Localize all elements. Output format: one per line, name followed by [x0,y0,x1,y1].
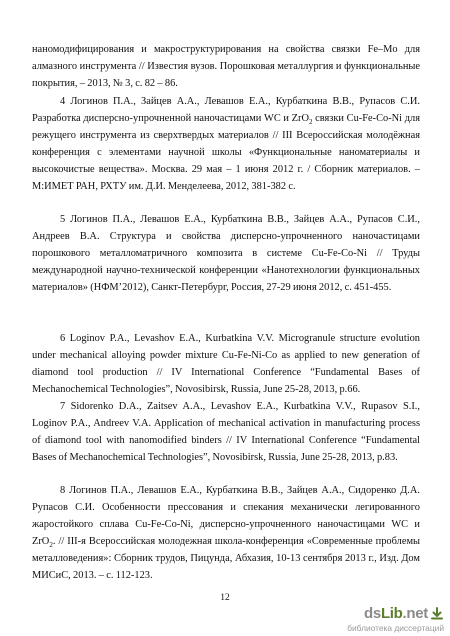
reference-item-8: 8 Логинов П.А., Левашов Е.А., Курбаткина В.В., Зайцев А.А., Сидоренко Д.А. Рупасов С.И. Особенности прессования и спекания механически легированного жаростойкого сплава Cu-Fe-Co-Ni, дисперсно-упрочненного наночастицами WC и ZrO$_2$. // III-я Всероссийская молодежная школа-конференция «Современные проблемы металловедения»: Сборник трудов, Пицунда, Абхазия, 10-13 сентября 2013 г., Изд. Дом МИСиС, 2013. – с. 112-123. [32,485,420,581]
reference-item-5: 5 Логинов П.А., Левашов Е.А., Курбаткина В.В., Зайцев А.А., Рупасов С.И., Андреев В.А. Структура и свойства дисперсно-упрочненного наночастицами порошкового металломатричного композита в системе Cu-Fe-Co-Ni // Труды международной научно-технической конференции «Нанотехнологии функциональных материалов» (НФМ’2012), Санкт-Петербург, Россия, 27-29 июня 2012, с. 451-455. [32,214,420,293]
reference-item-4: 4 Логинов П.А., Зайцев А.А., Левашов Е.А., Курбаткина В.В., Рупасов С.И. Разработка дисперсно-упрочненной наночастицами WC и ZrO$_2$ связки Cu-Fe-Co-Ni для режущего инструмента из сверхтвердых материалов // III Всероссийская молодёжная конференция с элементами научной школы «Функциональные наноматериалы и высокочистые вещества». Москва. 29 мая – 1 июня 2012 г. / Сборник материалов. – М:ИМЕТ РАН, РХТУ им. Д.И. Менделеева, 2012, 381-382 с. [32,96,420,192]
download-arrow-icon [430,607,444,621]
page-number: 12 [220,593,230,603]
watermark-subtitle: библиотека диссертаций [347,623,444,633]
dslib-watermark[interactable] [324,606,444,636]
dslib-logo: dsLib.net [364,605,428,622]
reference-item-7: 7 Sidorenko D.A., Zaitsev A.A., Levashov E.A., Kurbatkina V.V., Rupasov S.I., Loginov P.A., Andreev V.A. Application of mechanical activation in manufacturing process of diamond tool with nanomodified binders // IV International Conference “Fundamental Bases of Mechanochemical Technologies”, Novosibirsk, Russia, June 25-28, 2013, p.83. [32,401,420,463]
reference-continuation: наномодифицирования и макроструктурирования на свойства связки Fe–Mo для алмазного инструмента // Известия вузов. Порошковая металлургия и функциональные покрытия, – 2013, № 3, с. 82 – 86. [32,44,420,89]
reference-item-6: 6 Loginov P.A., Levashov E.A., Kurbatkina V.V. Microgranule structure evolution under mechanical alloying powder mixture Cu-Fe-Ni-Co as applied to new generation of diamond tool production // IV International Conference “Fundamental Bases of Mechanochemical Technologies”, Novosibirsk, Russia, June 25-28, 2013, p.66. [32,333,420,395]
